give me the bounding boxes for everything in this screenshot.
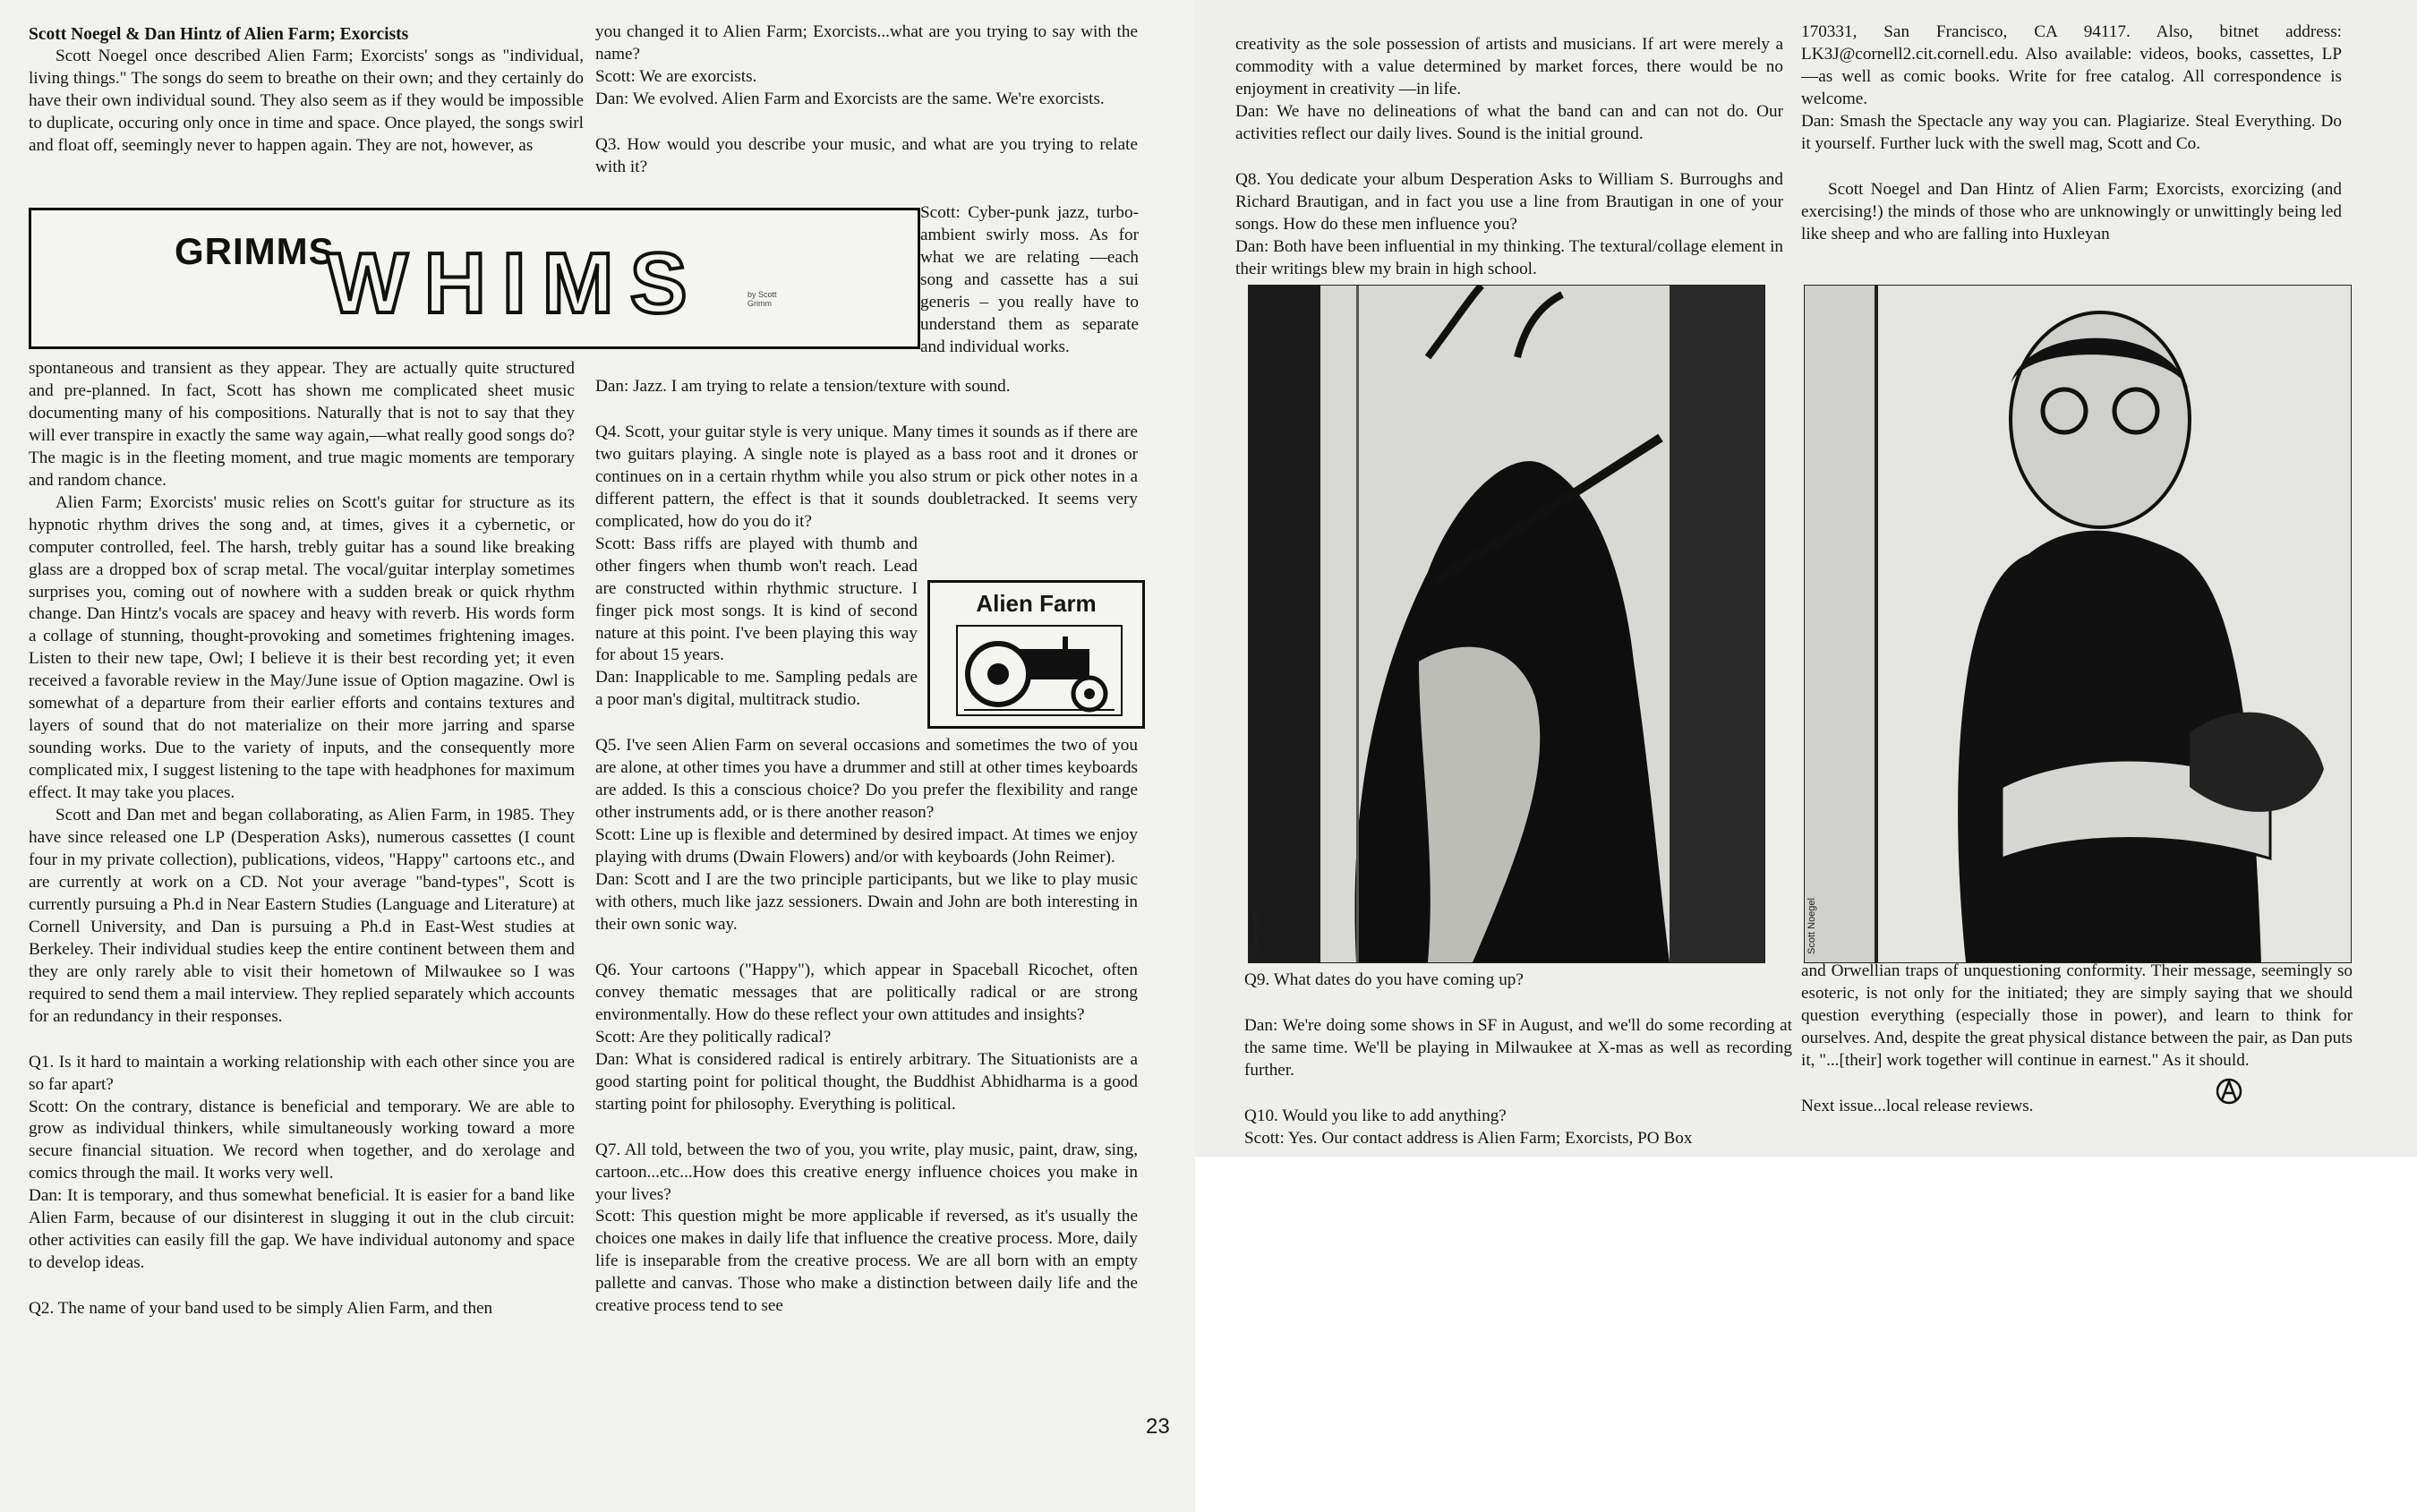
paragraph-3: Scott and Dan met and began collaborating, as Alien Farm, in 1985. They have since released one LP (Desperation Asks), numerous cassettes (I count four in my private collection), publications, videos, "Happy" cartoons etc., and are currently at work on a CD. Not your average "band-types", Scott is currently pursuing a Ph.d in Near Eastern Studies (Language and Literature) at Cornell University, and Dan is pursuing a Ph.d in East-West studies at Berkeley. Their individual studies keep the entire continent between them and they are only rarely able to visit their hometown of Milwaukee so I was required to send them a mail interview. They replied separately which accounts for an redundancy in their responses. bbox=[29, 806, 575, 1026]
photo-scott-noegel-image bbox=[1805, 286, 2351, 962]
question-2: Q2. The name of your band used to be simply Alien Farm, and then bbox=[29, 1299, 493, 1319]
column-title-grimms: GRIMMS bbox=[175, 230, 335, 272]
answer-9-dan: Dan: We're doing some shows in SF in August, and we'll do some recording at the same time. We'll be playing in Milwaukee at X-mas as well as recording further. bbox=[1244, 1015, 1792, 1080]
question-7: Q7. All told, between the two of you, you write, play music, paint, draw, sing, cartoon...etc...How does this creative energy influence choices you make in your lives? bbox=[595, 1140, 1138, 1204]
closing-paragraph-2: and Orwellian traps of unquestioning conformity. Their message, seemingly so esoteric, is not only for the initiated; they are simply saying that we should question everything (especially those in power), and learn to think for ourselves. And, despite the great physical distance between the pair, as Dan puts it, "...[their] work together will continue in earnest." As it should. bbox=[1801, 961, 2353, 1070]
answer-3-dan: Dan: Jazz. I am trying to relate a tension/texture with sound. bbox=[595, 377, 1011, 396]
intro-paragraph: Scott Noegel once described Alien Farm; Exorcists' songs as "individual, living things." The songs do seem to breathe on their own; and they certainly do have their own individual sound. They also seem as if they would be impossible to duplicate, occuring only once in time and space. Once played, the songs swirl and float off, seemingly never to happen again. They are not, however, as bbox=[29, 47, 584, 156]
question-10: Q10. Would you like to add anything? bbox=[1244, 1106, 1507, 1125]
column-title-whims: WHIMS bbox=[327, 235, 704, 331]
question-2-cont: you changed it to Alien Farm; Exorcists...what are you trying to say with the name? bbox=[595, 22, 1138, 64]
photo-dan-hintz bbox=[1248, 285, 1765, 963]
question-3: Q3. How would you describe your music, and what are you trying to relate with it? bbox=[595, 134, 1138, 176]
photo-credit-dan: Dan Hintz bbox=[1251, 910, 1261, 954]
paragraph-2: Alien Farm; Exorcists' music relies on Scott's guitar for structure as its hypnotic rhythm drives the song and, at times, gives it a cybernetic, or computer controlled, feel. The harsh, trebly guitar has a sound like breaking glass are a dropped box of scrap metal. The vocal/guitar interplay sometimes surprises you, coming out of nowhere with a sudden break or quick rhythm change. Dan Hintz's vocals are spacey and heavy with reverb. His words form a collage of stunning, thought-provoking and sometimes frightening images. Listen to their new tape, Owl; I believe it is their best recording yet; it even received a favorable review in the May/June issue of Option magazine. Owl is somewhat of a departure from their earlier efforts and contains textures and layers of sound that do not materialize on their more jarring and sparse sounding works. Due to the variety of inputs, and the consequently more complicated mix, I suggest listening to the tape with headphones for maximum effect. It may take you places. bbox=[29, 492, 575, 803]
column-4-top bbox=[1801, 21, 2342, 246]
answer-5-scott: Scott: Line up is flexible and determined by desired impact. At times we enjoy playing with drums (Dwain Flowers) and/or with keyboards (John Reimer). bbox=[595, 825, 1138, 867]
column-title-box bbox=[29, 208, 920, 349]
alien-farm-box-title: Alien Farm bbox=[976, 590, 1097, 617]
answer-2-dan: Dan: We evolved. Alien Farm and Exorcists are the same. We're exorcists. bbox=[595, 89, 1105, 108]
answer-3-scott: Scott: Cyber-punk jazz, turbo-ambient swirly moss. As for what we are relating —each song and cassette has a sui generis – you really have to understand them as separate and individual works. bbox=[920, 203, 1139, 356]
next-issue-note: Next issue...local release reviews. bbox=[1801, 1096, 2034, 1115]
answer-7-scott: Scott: This question might be more applicable if reversed, as it's usually the choices one makes in daily life that influence the creative process. More, daily life is inseparable from the creative process. We are all born with an empty pallette and canvas. Those who make a distinction between daily life and the creative process tend to see bbox=[595, 1207, 1138, 1316]
closing-paragraph-1: Scott Noegel and Dan Hintz of Alien Farm; Exorcists, exorcizing (and exercising!) the minds of those who are unknowingly or unwittingly being led like sheep and who are falling into Huxleyan bbox=[1801, 179, 2342, 243]
anarchy-symbol-icon bbox=[2215, 1077, 2243, 1106]
answer-4-dan: Dan: Inapplicable to me. Sampling pedals are a poor man's digital, multitrack studio. bbox=[595, 668, 918, 710]
question-9: Q9. What dates do you have coming up? bbox=[1244, 970, 1524, 989]
alien-farm-box bbox=[927, 580, 1145, 729]
answer-6-dan: Dan: What is considered radical is entirely arbitrary. The Situationists are a good starting point for political thought, the Buddhist Abhidharma is a good starting point for philosophy. Everything is political. bbox=[595, 1049, 1138, 1114]
paragraph-1-cont: spontaneous and transient as they appear. They are actually quite structured and pre-planned. In fact, Scott has shown me complicated sheet music documenting many of his compositions. Naturally that is not to say that they will ever transpire in exactly the same way again,—what really good songs do? The magic is in the fleeting moment, and true magic moments are temporary and random chance. bbox=[29, 359, 575, 490]
column-2-body bbox=[595, 376, 1138, 1318]
column-2-top bbox=[595, 21, 1138, 179]
column-4-lower bbox=[1801, 961, 2353, 1118]
photo-dan-hintz-image bbox=[1249, 286, 1764, 962]
page-number: 23 bbox=[1146, 1414, 1170, 1439]
column-2-q3-answer bbox=[920, 202, 1139, 359]
answer-7-dan: Dan: We have no delineations of what the band can and can not do. Our activities reflect our daily lives. Sound is the initial ground. bbox=[1235, 101, 1783, 143]
answer-2-scott: Scott: We are exorcists. bbox=[595, 66, 757, 86]
column-1-top bbox=[29, 23, 584, 158]
column-1-body bbox=[29, 358, 575, 1320]
answer-10-dan: Dan: Smash the Spectacle any way you can. Plagiarize. Steal Everything. Do it yourself. Further luck with the swell mag, Scott and Co. bbox=[1801, 111, 2342, 153]
answer-1-scott: Scott: On the contrary, distance is beneficial and temporary. We are able to grow as individual thinkers, while simultaneously working toward a more secure financial situation. We record when together, and do xerolage and comics through the mail. It works very well. bbox=[29, 1097, 575, 1183]
question-8: Q8. You dedicate your album Desperation Asks to William S. Burroughs and Richard Brautigan, and in fact you use a line from Brautigan in one of your songs. How do these men influence you? bbox=[1235, 169, 1783, 234]
article-header: Scott Noegel & Dan Hintz of Alien Farm; Exorcists bbox=[29, 25, 409, 44]
contact-address: 170331, San Francisco, CA 94117. Also, bitnet address: LK3J@cornell2.cit.cornell.edu. Also available: videos, books, cassettes, LP —as well as comic books. Write for free catalog. All correspondence is welcome. bbox=[1801, 22, 2342, 108]
photo-credit-scott: Scott Noegel bbox=[1806, 898, 1817, 954]
column-3-lower bbox=[1244, 970, 1792, 1150]
answer-1-dan: Dan: It is temporary, and thus somewhat beneficial. It is easier for a band like Alien Farm, because of our disinterest in slugging it out in the club circuit: other activities can easily fill the gap. We have individual autonomy and space to develop ideas. bbox=[29, 1186, 575, 1273]
photo-scott-noegel bbox=[1804, 285, 2352, 963]
question-6: Q6. Your cartoons ("Happy"), which appear in Spaceball Ricochet, often convey thematic messages that are politically radical or are strong environmentally. How do these reflect your own attitudes and insights? bbox=[595, 960, 1138, 1024]
answer-5-dan: Dan: Scott and I are the two principle participants, but we like to play music with others, much like jazz sessioners. Dwain and John are both interesting in their own sonic way. bbox=[595, 870, 1138, 934]
column-byline: by Scott Grimm bbox=[747, 290, 777, 308]
answer-6-scott: Scott: Are they politically radical? bbox=[595, 1027, 832, 1046]
column-3-top bbox=[1235, 34, 1783, 281]
answer-10-scott: Scott: Yes. Our contact address is Alien Farm; Exorcists, PO Box bbox=[1244, 1128, 1693, 1148]
answer-7-scott-cont: creativity as the sole possession of artists and musicians. If art were merely a commodity with a value determined by market forces, there would be no enjoyment in creativity —in life. bbox=[1235, 35, 1783, 98]
question-1: Q1. Is it hard to maintain a working relationship with each other since you are so far apart? bbox=[29, 1052, 575, 1094]
question-4: Q4. Scott, your guitar style is very unique. Many times it sounds as if there are two guitars playing. A single note is played as a bass root and it drones or continues on in a certain rhythm while you also strum or pick other notes in a different pattern, the effect is that it sounds doubletracked. It seems very complicated, how do you do it? bbox=[595, 422, 1138, 531]
question-5: Q5. I've seen Alien Farm on several occasions and sometimes the two of you are alone, at other times you have a drummer and still at other times keyboards are added. Is this a conscious choice? Do you prefer the flexibility and range other instruments add, or is there another reason? bbox=[595, 736, 1138, 823]
answer-4-scott: Scott: Bass riffs are played with thumb and other fingers when thumb won't reach. Lead are constructed within rhythmic structure. I finger pick most songs. It is kind of second nature at this point. I've been playing this way for about 15 years. bbox=[595, 534, 918, 665]
answer-8-dan: Dan: Both have been influential in my thinking. The textural/collage element in their writings blew my brain in high school. bbox=[1235, 236, 1783, 278]
blank-area bbox=[1195, 1157, 2417, 1512]
tractor-illustration bbox=[955, 624, 1123, 717]
